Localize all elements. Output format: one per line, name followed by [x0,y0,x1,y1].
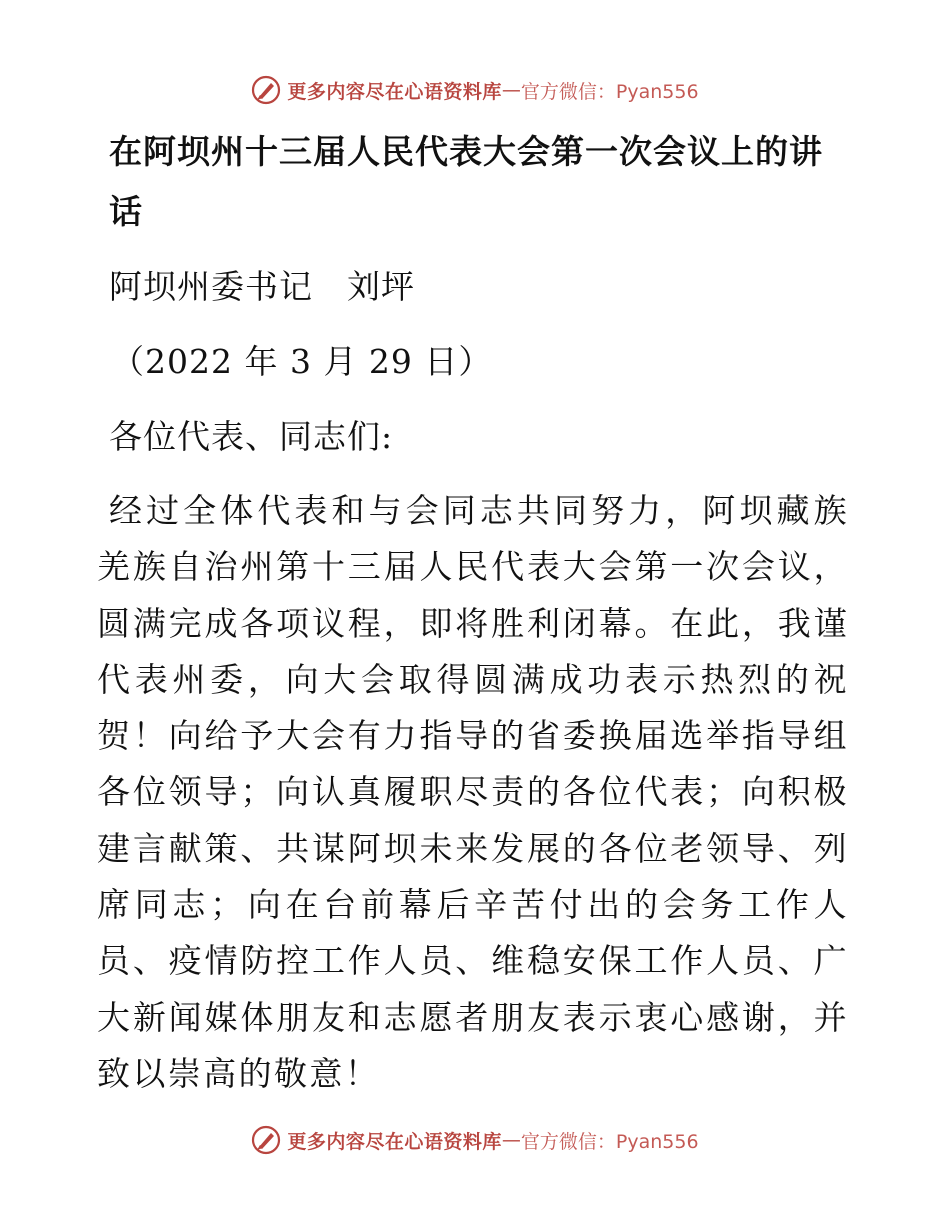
banner-dash: — [501,79,521,101]
footer-banner-suffix: 官方微信：Pyan556 [520,1130,699,1153]
document-title-text: 在阿坝州十三届人民代表大会第一次会议上的讲话 [109,132,823,231]
pen-quill-logo-icon [251,1125,281,1155]
footer-banner-dash: — [501,1129,521,1151]
pen-quill-logo-icon [251,75,281,105]
header-banner [0,70,950,110]
banner-suffix: 官方微信：Pyan556 [520,80,699,103]
body-paragraph: 经过全体代表和与会同志共同努力，阿坝藏族羌族自治州第十三届人民代表大会第一次会议，圆满完成各项议程，即将胜利闭幕。在此，我谨代表州委，向大会取得圆满成功表示热烈的祝贺！向给予大会有力指导的省委换届选举指导组各位领导；向认真履职尽责的各位代表；向积极建言献策、共谋阿坝未来发展的各位老领导、列席同志；向在台前幕后辛苦付出的会务工作人员、疫情防控工作人员、维稳安保工作人员、广大新闻媒体朋友和志愿者朋友表示衷心感谢，并致以崇高的敬意！ [97,491,849,1093]
date-line: （2022 年 3 月 29 日） [111,342,493,381]
document-title [97,122,849,242]
salutation: 各位代表、同志们: [109,417,394,456]
document-body [97,122,849,1102]
author-line: 阿坝州委书记 刘坪 [109,267,415,306]
footer-banner [0,1120,950,1160]
banner-prefix: 更多内容尽在心语资料库 [287,80,502,103]
footer-banner-prefix: 更多内容尽在心语资料库 [287,1130,502,1153]
